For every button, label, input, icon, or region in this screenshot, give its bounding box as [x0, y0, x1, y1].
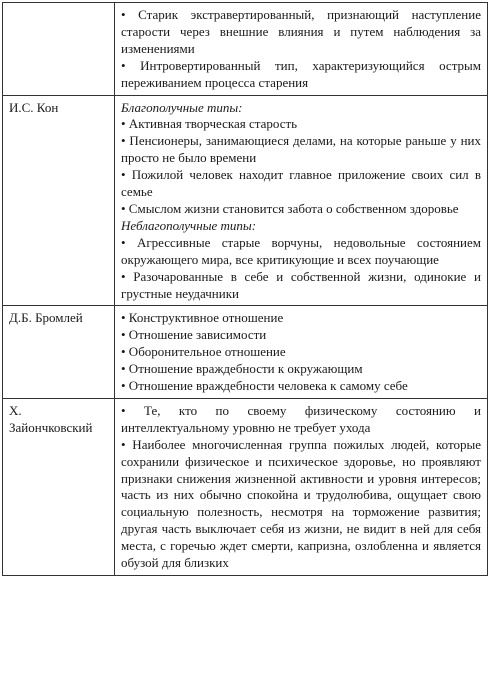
table-row [3, 398, 488, 575]
types-cell [115, 306, 488, 399]
author-cell: Х. Зайончковский [3, 398, 115, 575]
list-item: • Отношение враждебности к окружающим [121, 361, 363, 377]
types-cell [115, 95, 488, 306]
author-cell [3, 3, 115, 96]
list-item: • Конструктивное отношение [121, 310, 284, 326]
list-item: • Агрессивные старые ворчуны, недовольные состоянием окружающего мира, все критикующие и всех поучающие [121, 234, 481, 267]
list-item: • Отношение враждебности человека к самому себе [121, 378, 408, 394]
list-item: • Пенсионеры, занимающиеся делами, на которые раньше у них просто не было времени [121, 133, 481, 166]
list-item: • Активная творческая старость [121, 116, 298, 132]
typology-table [2, 2, 488, 576]
list-item: • Старик экстравертированный, признающий наступление старости через внешние влияния и путем наблюдения за изменениями [121, 7, 481, 56]
group-heading: Неблагополучные типы: [121, 217, 257, 233]
list-item: • Интровертированный тип, характеризующийся острым переживанием процесса старения [121, 57, 481, 90]
group-heading: Благополучные типы: [121, 99, 243, 115]
list-item: • Наиболее многочисленная группа пожилых людей, которые сохранили физическое и психическое здоровье, но проявляют признаки снижения жизненной активности и уровня интересов; часть из них обычно спокойна и трудолюбива, ощущает свою социальную полезность, несмотря на торможение развития; другая часть выключает себя из жизни, не видит в ней для себя места, с горечью ждет смерти, капризна, озлобленна и является обузой для близких [121, 436, 481, 571]
table-row [3, 3, 488, 96]
types-cell [115, 398, 488, 575]
table-row [3, 306, 488, 399]
list-item: • Смыслом жизни становится забота о собственном здоровье [121, 200, 459, 216]
author-cell: И.С. Кон [3, 95, 115, 306]
table-body [3, 3, 488, 576]
list-item: • Оборонительное отношение [121, 344, 286, 360]
list-item: • Те, кто по своему физическому состоянию и интеллектуальному уровню не требует ухода [121, 402, 481, 435]
list-item: • Отношение зависимости [121, 327, 267, 343]
list-item: • Разочарованные в себе и собственной жизни, одинокие и грустные неудачники [121, 268, 481, 301]
table-row [3, 95, 488, 306]
author-cell: Д.Б. Бромлей [3, 306, 115, 399]
list-item: • Пожилой человек находит главное приложение своих сил в семье [121, 167, 481, 200]
types-cell [115, 3, 488, 96]
